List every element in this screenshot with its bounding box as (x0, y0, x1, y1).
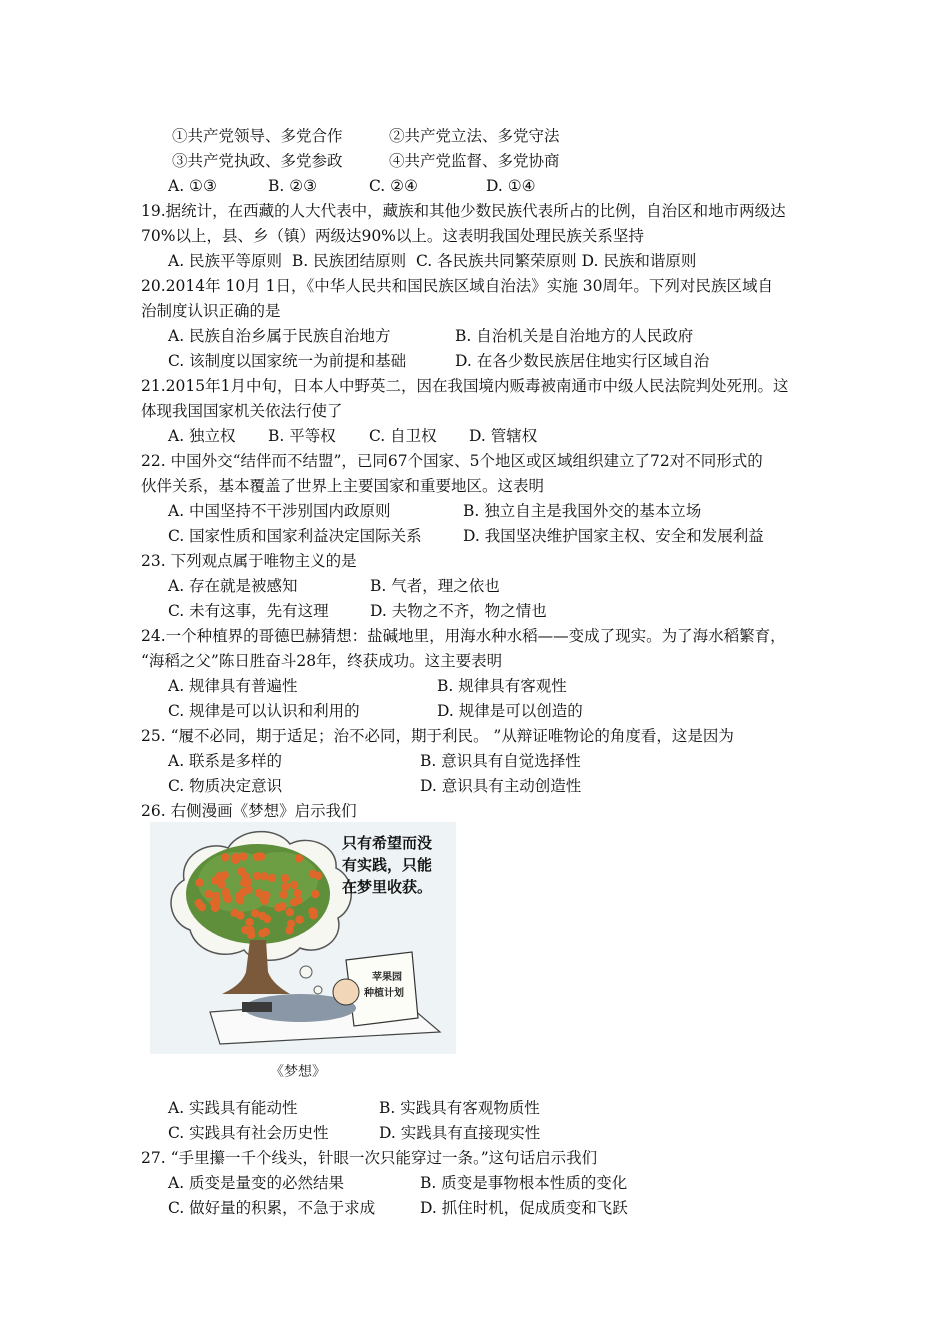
q23-option-a: A. 存在就是被感知 (168, 577, 298, 595)
cartoon-apple (309, 870, 317, 878)
cartoon-bubble-line-1: 只有希望而没 (342, 834, 433, 852)
q20-stem-line-2: 治制度认识正确的是 (141, 302, 281, 320)
q20-option-d: D. 在各少数民族居住地实行区域自治 (455, 352, 710, 370)
cartoon-apple (239, 888, 247, 896)
cartoon-apple (293, 889, 301, 897)
cartoon-apple (236, 896, 244, 904)
q26-option-c: C. 实践具有社会历史性 (168, 1124, 329, 1142)
q22-option-d: D. 我国坚决维护国家主权、安全和发展利益 (463, 527, 764, 545)
cartoon-apple (268, 874, 276, 882)
q22-option-c: C. 国家性质和国家利益决定国际关系 (168, 527, 422, 545)
cartoon-apple (274, 904, 282, 912)
q27-option-c: C. 做好量的积累，不急于求成 (168, 1199, 376, 1217)
cartoon-apple (222, 892, 230, 900)
cartoon-apple (281, 874, 289, 882)
cartoon-apple (195, 899, 203, 907)
q21-option-b: B. 平等权 (268, 427, 336, 445)
q26-option-a: A. 实践具有能动性 (168, 1099, 298, 1117)
cartoon-title: 《梦想》 (270, 1064, 326, 1080)
cartoon-apple (290, 881, 298, 889)
cartoon-bubble-line-2: 有实践，只能 (342, 856, 433, 874)
cartoon-apple (205, 890, 213, 898)
cartoon-apple (232, 853, 240, 861)
cartoon-apple (279, 890, 287, 898)
q21-stem-line-1: 21.2015年1月中旬，日本人中野英二，因在我国境内贩毒被南通市中级人民法院判处死刑。这 (141, 377, 789, 395)
q19-stem-line-2: 70%以上，县、乡（镇）两级达90%以上。这表明我国处理民族关系坚持 (141, 227, 644, 245)
q22-stem-line-2: 伙伴关系，基本覆盖了世界上主要国家和重要地区。这表明 (141, 477, 545, 495)
cartoon-apple (309, 911, 317, 919)
cartoon-apple (240, 879, 248, 887)
q25-option-b: B. 意识具有自觉选择性 (420, 752, 581, 770)
cartoon-apple (239, 852, 247, 860)
q26-option-b: B. 实践具有客观物质性 (379, 1099, 540, 1117)
q25-stem: 25. “履不必同，期于适足；治不必同，期于利民。 ”从辩证唯物论的角度看，这是因为 (141, 727, 734, 745)
q18-option-a: A. ①③ (168, 177, 217, 195)
q27-option-a: A. 质变是量变的必然结果 (168, 1174, 345, 1192)
cartoon-scroll-line-2: 种植计划 (364, 988, 404, 999)
cartoon-apple (258, 912, 266, 920)
q22-stem-line-1: 22. 中国外交“结伴而不结盟”，已同67个国家、5个地区或区域组织建立了72对不同形式的 (141, 452, 763, 470)
q20-option-a: A. 民族自治乡属于民族自治地方 (168, 327, 391, 345)
cartoon-apple (260, 872, 268, 880)
q22-option-b: B. 独立自主是我国外交的基本立场 (463, 502, 702, 520)
q26-option-d: D. 实践具有直接现实性 (379, 1124, 541, 1142)
q18-statement-3: ③共产党执政、多党参政 (172, 152, 343, 170)
cartoon-apple (262, 891, 270, 899)
q18-statement-4: ④共产党监督、多党协商 (389, 152, 560, 170)
cartoon-apple (195, 879, 203, 887)
q20-stem-line-1: 20.2014年 10月 1日，《中华人民共和国民族区域自治法》实施 30周年。下列对民族区域自 (141, 277, 773, 295)
cartoon-apple (251, 909, 259, 917)
q24-stem-line-2: “海稻之父”陈日胜奋斗28年，终获成功。这主要表明 (141, 652, 503, 670)
cartoon-apple (286, 908, 294, 916)
q21-stem-line-2: 体现我国国家机关依法行使了 (141, 402, 343, 420)
q27-option-d: D. 抓住时机，促成质变和飞跃 (420, 1199, 628, 1217)
q23-option-d: D. 夫物之不齐，物之情也 (370, 602, 547, 620)
q24-option-d: D. 规律是可以创造的 (437, 702, 583, 720)
q24-stem-line-1: 24.一个种植界的哥德巴赫猜想：盐碱地里，用海水种水稻——变成了现实。为了海水稻繁育， (141, 627, 786, 645)
q19-stem-line-1: 19.据统计，在西藏的人大代表中，藏族和其他少数民族代表所占的比例，自治区和地市两级达 (141, 202, 786, 220)
cartoon-apple (253, 853, 261, 861)
q22-option-a: A. 中国坚持不干涉别国内政原则 (168, 502, 391, 520)
q18-statement-2: ②共产党立法、多党守法 (389, 127, 560, 145)
q19-options: A. 民族平等原则 B. 民族团结原则 C. 各民族共同繁荣原则 D. 民族和谐原则 (168, 252, 697, 270)
cartoon-apple (237, 867, 245, 875)
q26-stem: 26. 右侧漫画《梦想》启示我们 (141, 802, 357, 820)
q18-option-c: C. ②④ (369, 177, 418, 195)
cartoon-apple (221, 853, 229, 861)
cartoon-scroll-line-1: 苹果园 (372, 972, 402, 983)
cartoon-apple (218, 880, 226, 888)
cartoon-apple (247, 931, 255, 939)
q20-option-c: C. 该制度以国家统一为前提和基础 (168, 352, 407, 370)
cartoon-apple (290, 898, 298, 906)
cartoon-apple (311, 890, 319, 898)
q25-option-a: A. 联系是多样的 (168, 752, 283, 770)
cartoon-apple (255, 889, 263, 897)
dream-cartoon-image (150, 822, 456, 1088)
q23-option-c: C. 未有这事，先有这理 (168, 602, 329, 620)
cartoon-apple (212, 892, 220, 900)
q25-option-d: D. 意识具有主动创造性 (420, 777, 582, 795)
q25-option-c: C. 物质决定意识 (168, 777, 283, 795)
cartoon-apple (295, 854, 303, 862)
q27-stem: 27. “手里攥一千个线头，针眼一次只能穿过一条。”这句话启示我们 (141, 1149, 598, 1167)
q18-statement-1: ①共产党领导、多党合作 (172, 127, 343, 145)
cartoon-apple (245, 918, 253, 926)
q24-option-c: C. 规律是可以认识和利用的 (168, 702, 360, 720)
cartoon-apple (287, 920, 295, 928)
q21-option-c: C. 自卫权 (369, 427, 437, 445)
cartoon-apple (215, 872, 223, 880)
q23-option-b: B. 气者，理之依也 (370, 577, 500, 595)
q27-option-b: B. 质变是事物根本性质的变化 (420, 1174, 628, 1192)
cartoon-bubble-line-3: 在梦里收获。 (342, 878, 433, 896)
q21-option-a: A. 独立权 (168, 427, 236, 445)
cartoon-apple (261, 928, 269, 936)
q21-option-d: D. 管辖权 (469, 427, 538, 445)
q24-option-b: B. 规律具有客观性 (437, 677, 567, 695)
cartoon-apple (236, 911, 244, 919)
q18-option-d: D. ①④ (486, 177, 536, 195)
cartoon-apple (281, 883, 289, 891)
q24-option-a: A. 规律具有普遍性 (168, 677, 298, 695)
q20-option-b: B. 自治机关是自治地方的人民政府 (455, 327, 694, 345)
q18-option-b: B. ②③ (268, 177, 318, 195)
q23-stem: 23. 下列观点属于唯物主义的是 (141, 552, 357, 570)
cartoon-apple (295, 916, 303, 924)
